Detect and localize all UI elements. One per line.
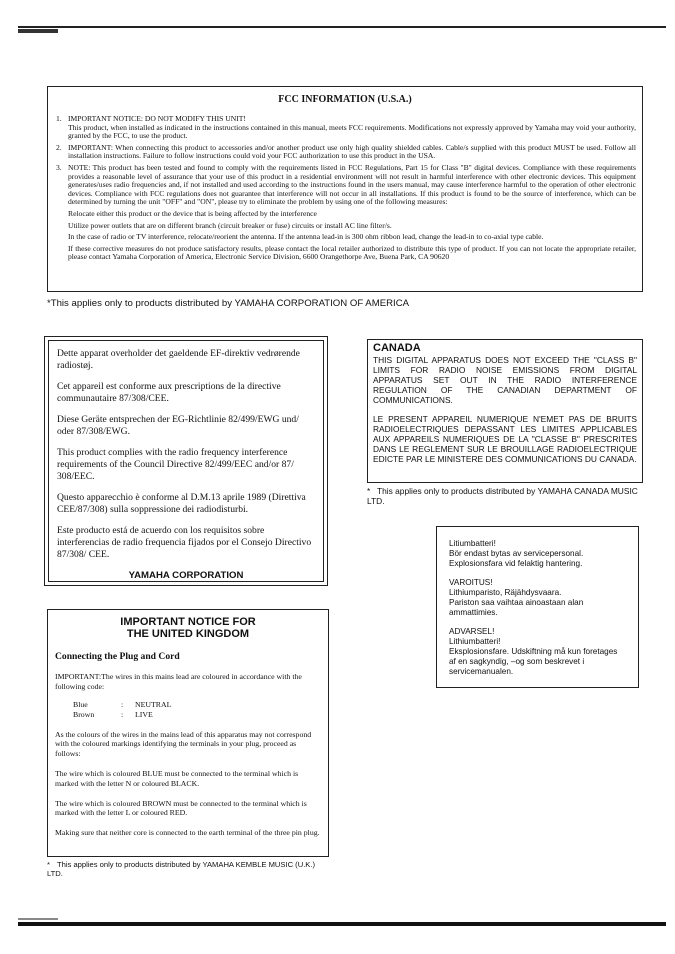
canada-footnote-text: This applies only to products distributed by YAMAHA CANADA MUSIC LTD. <box>367 486 638 506</box>
uk-paragraph-2: The wire which is coloured BLUE must be connected to the terminal which is marked with the letter N or coloured BLACK. <box>55 768 299 788</box>
uk-footnote-star: * <box>47 860 50 869</box>
uk-paragraph-4: Making sure that neither core is connected to the earth terminal of the three pin plug. <box>55 828 320 838</box>
fcc-item-1 <box>56 115 636 141</box>
uk-paragraph-3: The wire which is coloured BROWN must be connected to the terminal which is marked with the letter L or coloured RED. <box>55 798 307 818</box>
bottom-rule-accent <box>18 918 58 920</box>
canada-box <box>367 339 643 483</box>
fcc-measure: If these corrective measures do not produce satisfactory results, please contact the local retailer authorized to distribute this type of product. If you can not locate the appropriate retailer, please contact Yamaha Corporation of America, Electronic Service Division, 6600 Orangethorpe Ave, Buena Park, CA 90620 <box>68 243 636 262</box>
eu-paragraph-danish: Dette apparat overholder det gaeldende EF-direktiv vedrørende radiostøj. <box>57 348 300 371</box>
uk-notice-box <box>47 609 329 857</box>
fcc-measure: In the case of radio or TV interference, relocate/reorient the antenna. If the antenna lead-in is 300 ohm ribbon lead, change the lead-in to co-axial type cable. <box>68 232 544 242</box>
battery-line: Pariston saa vaihtaa ainoastaan alan <box>449 598 584 607</box>
fcc-item-text: IMPORTANT: When connecting this product to accessories and/or another product use only high quality shielded cables. Cable/s supplied with this product MUST be used. Follow all installation instructions. Failure to follow instructions could void your FCC authorization to use this product in the USA. <box>68 142 636 161</box>
uk-color-row-blue <box>73 700 325 710</box>
fcc-item-2 <box>56 144 636 161</box>
eu-paragraph-italian: Questo apparecchio è conforme al D.M.13 aprile 1989 (Direttiva CEE/87/308) sulla soppressione dei radiodisturbi. <box>57 492 306 515</box>
eu-directive-inner <box>48 340 324 582</box>
fcc-item-number: 2. <box>56 142 62 152</box>
uk-title-line2: THE UNITED KINGDOM <box>126 628 250 640</box>
uk-color-meaning: LIVE <box>135 709 153 719</box>
uk-paragraph-1: As the colours of the wires in the mains lead of this apparatus may not correspond with the coloured markings identifying the terminals in your plug, proceed as follows: <box>55 729 312 759</box>
fcc-item-text: NOTE: This product has been tested and found to comply with the requirements listed in FCC Regulations, Part 15 for Class "B" digital devices. Compliance with these requirements provides a reasonable level of assurance that your use of this product in a residential environment will not result in harmful interference with other electronic devices. This equipment generates/uses radio frequencies and, if not installed and used according to the instructions found in the users manual, may cause interference harmful to the operation of other electronic devices. Compliance with FCC regulations does not guarantee that interference will not occur in all installations. If this product is found to be the source of interference, which can be determined by turning the unit "OFF" and "ON", please try to eliminate the problem by using one of the following measures: <box>68 162 636 207</box>
uk-color-code <box>73 700 325 720</box>
canada-title: CANADA <box>373 342 421 354</box>
uk-color-separator: : <box>121 709 124 719</box>
uk-color-name: Blue <box>73 699 88 709</box>
battery-warning-swedish <box>449 539 638 569</box>
fcc-item-3 <box>56 164 636 207</box>
fcc-information-box <box>47 86 643 292</box>
uk-footnote <box>47 860 329 879</box>
battery-line: Bör endast bytas av servicepersonal. <box>449 549 584 558</box>
bottom-rule <box>18 922 666 926</box>
fcc-footnote: *This applies only to products distributed by YAMAHA CORPORATION OF AMERICA <box>47 298 410 309</box>
top-rule-accent <box>18 29 58 33</box>
uk-color-separator: : <box>121 699 124 709</box>
fcc-list <box>56 115 636 262</box>
battery-warning-box <box>436 526 639 688</box>
fcc-item-heading: IMPORTANT NOTICE: DO NOT MODIFY THIS UNIT! <box>68 114 246 123</box>
canada-english: THIS DIGITAL APPARATUS DOES NOT EXCEED THE "CLASS B" LIMITS FOR RADIO NOISE EMISSIONS FROM DIGITAL APPARATUS SET OUT IN THE RADIO INTERFERENCE REGULATION OF THE CANADIAN DEPARTMENT OF COMMUNICATIONS. <box>373 355 637 405</box>
fcc-title: FCC INFORMATION (U.S.A.) <box>278 94 412 105</box>
eu-paragraph-english: This product complies with the radio frequency interference requirements of the Council Directive 82/499/EEC and/or 87/ 308/EEC. <box>57 447 294 482</box>
uk-footnote-text: This applies only to products distributed by YAMAHA KEMBLE MUSIC (U.K.) LTD. <box>47 860 316 879</box>
battery-line: Explosionsfara vid felaktig hantering. <box>449 559 583 568</box>
uk-title <box>51 616 325 640</box>
battery-line: servicemanualen. <box>449 667 514 676</box>
battery-line: ammattimies. <box>449 608 498 617</box>
fcc-item-number: 1. <box>56 114 62 123</box>
uk-title-line1: IMPORTANT NOTICE FOR <box>120 616 256 628</box>
battery-line: VAROITUS! <box>449 578 493 587</box>
battery-line: Litiumbatteri! <box>449 539 496 548</box>
eu-corporation: YAMAHA CORPORATION <box>128 570 244 581</box>
fcc-item-text: This product, when installed as indicated in the instructions contained in this manual, meets FCC requirements. Modifications not expressly approved by Yamaha may void your authority, granted by the FCC, to use the product. <box>68 122 636 141</box>
battery-warning-finnish <box>449 578 638 618</box>
fcc-measure: Utilize power outlets that are on different branch (circuit breaker or fuse) circuits or install AC line filter/s. <box>68 220 392 230</box>
fcc-item-number: 3. <box>56 162 62 172</box>
battery-line: Lithiumbatteri! <box>449 637 501 646</box>
uk-color-row-brown <box>73 710 325 720</box>
uk-color-meaning: NEUTRAL <box>135 699 172 709</box>
battery-line: af en sagkyndig, –og som beskrevet i <box>449 657 585 666</box>
top-rule <box>18 26 666 28</box>
battery-line: Eksplosionsfare. Udskiftning må kun foretages <box>449 647 618 656</box>
fcc-measure: Relocate either this product or the device that is being affected by the interference <box>68 208 317 218</box>
eu-paragraph-french: Cet appareil est conforme aux prescriptions de la directive communautaire 87/308/CEE. <box>57 381 281 404</box>
uk-intro: IMPORTANT:The wires in this mains lead are coloured in accordance with the following code: <box>55 672 302 691</box>
eu-paragraph-spanish: Este producto está de acuerdo con los requisitos sobre interferencias de radio frequencia fijados por el Consejo Directivo 87/308/ CEE. <box>57 525 312 560</box>
eu-directive-box <box>44 336 328 586</box>
battery-line: ADVARSEL! <box>449 627 495 636</box>
eu-paragraph-german: Diese Geräte entsprechen der EG-Richtlinie 82/499/EWG und/ oder 87/308/EWG. <box>57 414 299 437</box>
uk-subtitle: Connecting the Plug and Cord <box>55 651 180 662</box>
canada-footnote-star: * <box>367 486 371 496</box>
canada-footnote <box>367 486 643 506</box>
canada-french: LE PRESENT APPAREIL NUMERIQUE N'EMET PAS DE BRUITS RADIOELECTRIQUES DEPASSANT LES LIMITES APPLICABLES AUX APPAREILS NUMERIQUES DE LA "CLASSE B" PRESCRITES DANS LE REGLEMENT SUR LE BROUILLAGE RADIOELECTRIQUE EDICTE PAR LE MINISTERE DES COMMUNICATIONS DU CANADA. <box>373 414 637 464</box>
battery-line: Lithiumparisto, Räjähdysvaara. <box>449 588 562 597</box>
battery-warning-danish <box>449 627 638 677</box>
uk-color-name: Brown <box>73 709 95 719</box>
